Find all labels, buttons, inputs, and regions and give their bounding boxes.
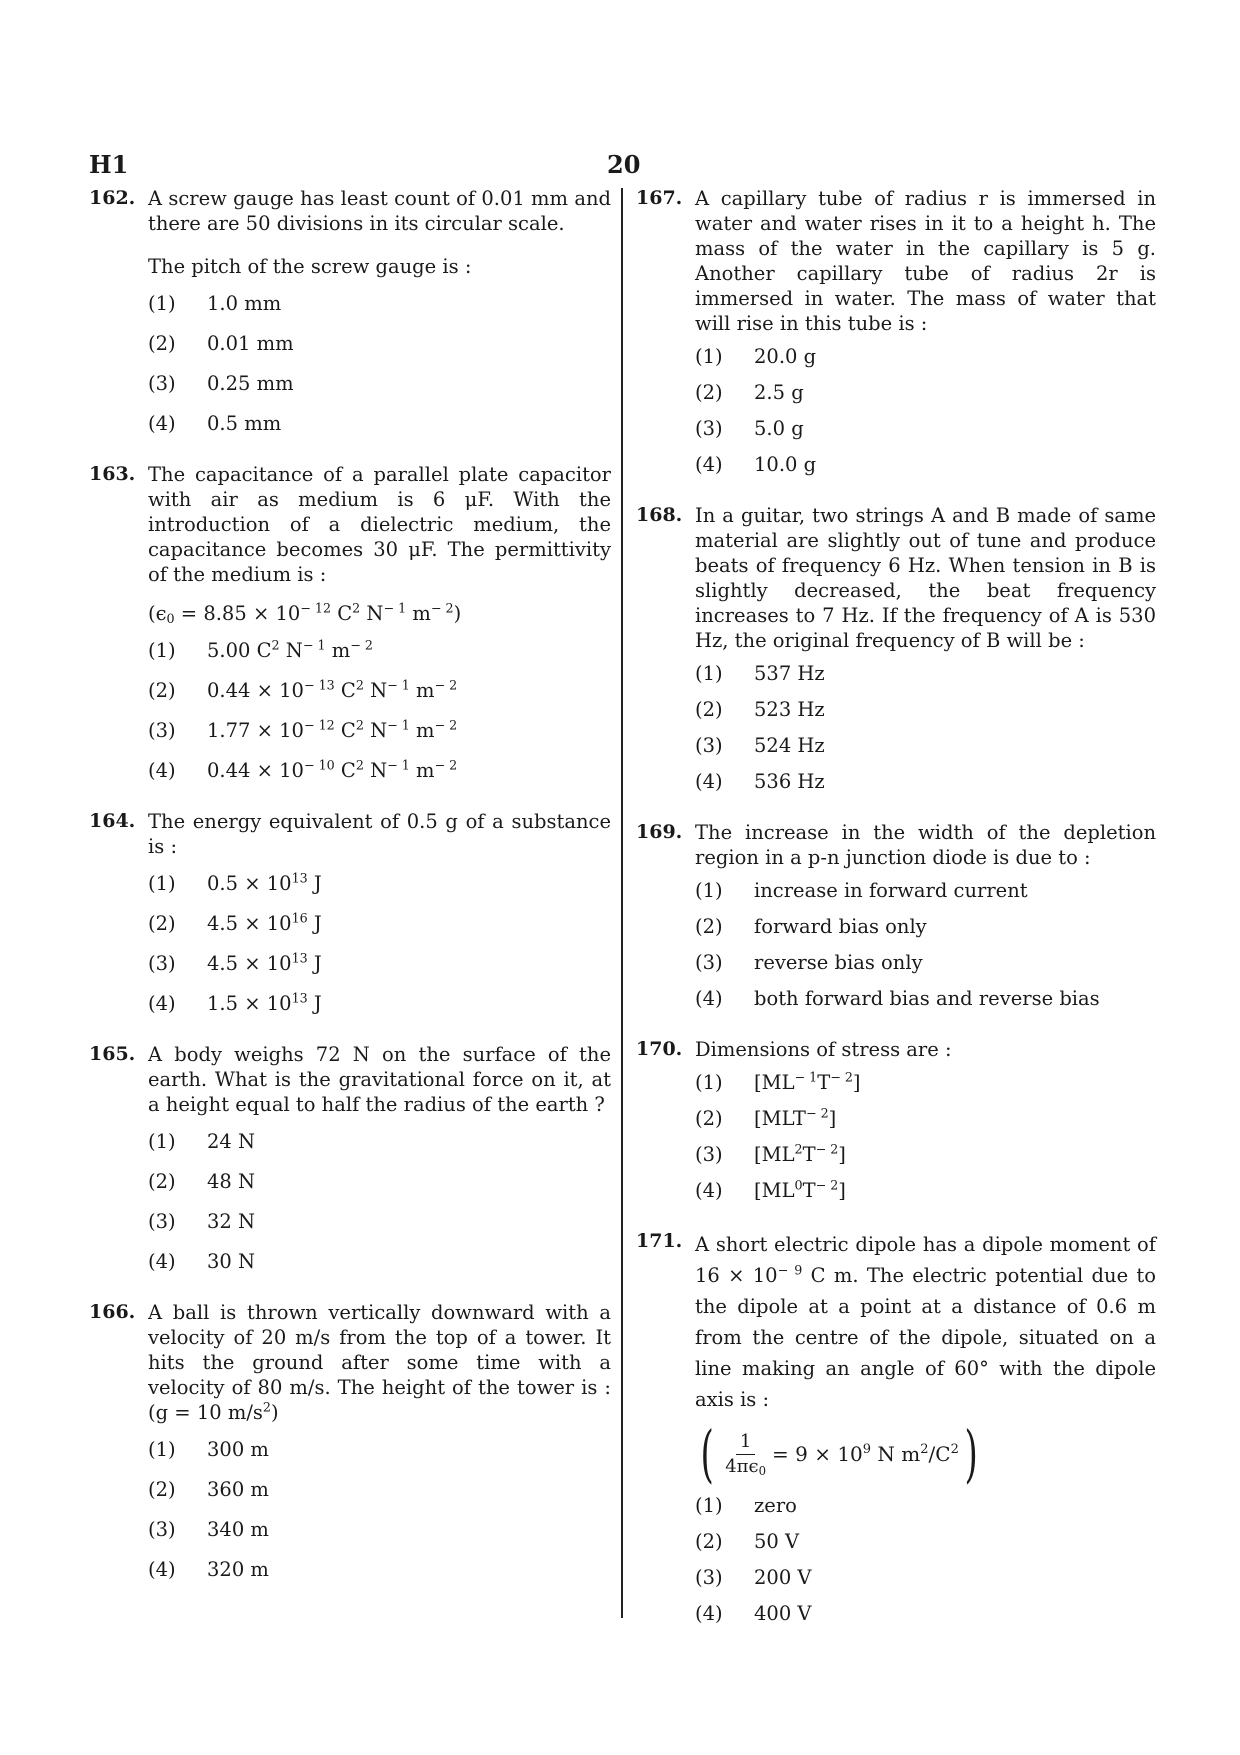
option-item	[148, 1209, 611, 1234]
option-text: $1.77 \times 10^{- 12}$ $C^2$ $N^{- 1}$ $m^{- 2}$	[207, 717, 458, 742]
option-text: $0.44 \times 10^{- 13}$ $C^2$ $N^{- 1}$ $m^{- 2}$	[207, 677, 458, 702]
question-body	[695, 503, 1156, 794]
question-number: 171.	[636, 1230, 683, 1252]
option-item	[148, 638, 611, 663]
option-item	[695, 1601, 1156, 1626]
question-169	[636, 820, 1156, 1011]
question-167	[636, 186, 1156, 477]
question-162	[89, 186, 611, 436]
option-number: (2)	[695, 915, 723, 938]
option-text: 5.00 $C^2$ $N^{- 1}$ $m^{- 2}$	[207, 637, 373, 662]
option-text: both forward bias and reverse bias	[754, 987, 1100, 1010]
option-text: $[ML^0T^{- 2}]$	[754, 1177, 846, 1202]
question-body	[695, 1037, 1156, 1203]
option-number: (2)	[148, 679, 176, 702]
paper-code: H1	[89, 150, 129, 179]
question-text: Dimensions of stress are :	[695, 1038, 952, 1061]
option-item	[695, 1529, 1156, 1554]
option-item	[695, 452, 1156, 477]
option-item	[695, 1493, 1156, 1518]
question-166	[89, 1300, 611, 1582]
option-text: 400 V	[754, 1602, 812, 1625]
option-text: 5.0 g	[754, 417, 804, 440]
option-item	[148, 411, 611, 436]
option-text: 536 Hz	[754, 770, 825, 793]
option-number: (3)	[695, 417, 723, 440]
option-item	[695, 878, 1156, 903]
question-text: In a guitar, two strings A and B made of same material are slightly out of tune and produce beats of frequency 6 Hz. When tension in B is slightly decreased, the beat frequency increases to 7 Hz. If the frequency of A is 530 Hz, the original frequency of B will be :	[695, 504, 1156, 652]
option-number: (4)	[148, 759, 176, 782]
question-text: A body weighs 72 N on the surface of the earth. What is the gravitational force on it, at a height equal to half the radius of the earth ?	[148, 1043, 611, 1116]
fraction-denominator: $4\pi\epsilon_0$	[725, 1455, 767, 1478]
option-text: $4.5 \times 10^{16}$ J	[207, 910, 322, 935]
left-paren: (	[700, 1417, 714, 1490]
option-item	[695, 986, 1156, 1011]
option-text: 320 m	[207, 1558, 269, 1581]
option-number: (1)	[695, 662, 723, 685]
option-text: 537 Hz	[754, 662, 825, 685]
option-item	[148, 1169, 611, 1194]
option-item	[148, 1129, 611, 1154]
option-text: 300 m	[207, 1438, 269, 1461]
option-text: 32 N	[207, 1210, 256, 1233]
option-item	[148, 1249, 611, 1274]
option-number: (4)	[695, 987, 723, 1010]
option-text: $0.44 \times 10^{- 10}$ $C^2$ $N^{- 1}$ $m^{- 2}$	[207, 757, 458, 782]
option-item	[148, 291, 611, 316]
option-item	[695, 733, 1156, 758]
option-number: (4)	[148, 1558, 176, 1581]
options-list	[695, 661, 1156, 794]
option-number: (3)	[148, 952, 176, 975]
question-body	[148, 1042, 611, 1274]
fraction	[725, 1430, 766, 1479]
option-number: (2)	[148, 1170, 176, 1193]
option-text: 2.5 g	[754, 381, 804, 404]
option-text: $4.5 \times 10^{13}$ J	[207, 950, 322, 975]
option-number: (3)	[695, 1566, 723, 1589]
question-constant-note: ($\epsilon_0 = 8.85 \times 10^{- 12}$ $C^2$ $N^{- 1}$ $m^{- 2}$)	[148, 600, 462, 627]
option-text: zero	[754, 1494, 797, 1517]
options-list	[148, 1437, 611, 1582]
option-item	[695, 1178, 1156, 1203]
option-text: 0.25 mm	[207, 372, 294, 395]
page-number: 20	[607, 150, 641, 179]
constant-formula	[695, 1417, 1156, 1490]
options-list	[148, 638, 611, 783]
question-text: The capacitance of a parallel plate capacitor with air as medium is 6 μF. With the introduction of a dielectric medium, the capacitance becomes 30 μF. The permittivity of the medium is :	[148, 463, 611, 586]
question-body	[695, 186, 1156, 477]
question-body	[148, 186, 611, 436]
option-text: $0.5 \times 10^{13}$ J	[207, 870, 322, 895]
option-item	[148, 1477, 611, 1502]
option-number: (2)	[695, 1107, 723, 1130]
options-list	[695, 878, 1156, 1011]
question-168	[636, 503, 1156, 794]
question-body	[695, 1229, 1156, 1626]
option-text: $[MLT^{- 2}]$	[754, 1105, 837, 1130]
option-item	[148, 951, 611, 976]
option-item	[148, 718, 611, 743]
option-number: (2)	[148, 912, 176, 935]
option-item	[148, 871, 611, 896]
question-number: 163.	[89, 463, 136, 485]
option-number: (3)	[695, 1143, 723, 1166]
option-number: (3)	[695, 951, 723, 974]
option-number: (3)	[148, 1518, 176, 1541]
option-text: 360 m	[207, 1478, 269, 1501]
options-list	[695, 344, 1156, 477]
question-text: The increase in the width of the depletion region in a p-n junction diode is due to :	[695, 821, 1156, 869]
option-item	[695, 661, 1156, 686]
right-paren: )	[964, 1417, 978, 1490]
option-number: (4)	[695, 770, 723, 793]
option-number: (1)	[148, 872, 176, 895]
option-item	[695, 1142, 1156, 1167]
question-text: A capillary tube of radius r is immersed in water and water rises in it to a height h. The mass of the water in the capillary is 5 g. Another capillary tube of radius 2r is immersed in water. The mass of water that will rise in this tube is :	[695, 187, 1156, 335]
option-text: $1.5 \times 10^{13}$ J	[207, 990, 322, 1015]
option-item	[148, 911, 611, 936]
option-number: (4)	[695, 453, 723, 476]
option-item	[695, 769, 1156, 794]
option-number: (4)	[148, 1250, 176, 1273]
options-list	[695, 1493, 1156, 1626]
option-item	[695, 1106, 1156, 1131]
question-number: 170.	[636, 1038, 683, 1060]
option-text: $[ML^{- 1}T^{- 2}]$	[754, 1069, 861, 1094]
question-text: The energy equivalent of 0.5 g of a substance is :	[148, 810, 611, 858]
option-text: 50 V	[754, 1530, 800, 1553]
question-subtext: The pitch of the screw gauge is :	[148, 255, 472, 278]
option-number: (1)	[695, 1494, 723, 1517]
option-number: (3)	[695, 734, 723, 757]
option-text: 1.0 mm	[207, 292, 282, 315]
option-item	[148, 1517, 611, 1542]
option-text: 524 Hz	[754, 734, 825, 757]
option-text: $[ML^2T^{- 2}]$	[754, 1141, 846, 1166]
option-number: (3)	[148, 372, 176, 395]
option-number: (2)	[695, 381, 723, 404]
option-item	[695, 950, 1156, 975]
question-number: 168.	[636, 504, 683, 526]
column-divider	[621, 188, 623, 1618]
option-number: (1)	[695, 1071, 723, 1094]
option-text: 340 m	[207, 1518, 269, 1541]
question-body	[148, 462, 611, 783]
question-text: A screw gauge has least count of 0.01 mm and there are 50 divisions in its circular scale.	[148, 187, 611, 235]
option-item	[148, 678, 611, 703]
option-item	[695, 344, 1156, 369]
question-text: A short electric dipole has a dipole moment of $16 \times 10^{- 9}$ C m. The electric potential due to the dipole at a point at a distance of 0.6 m from the centre of the dipole, situated on a line making an angle of 60° with the dipole axis is :	[695, 1233, 1156, 1411]
option-text: 30 N	[207, 1250, 256, 1273]
option-number: (1)	[695, 345, 723, 368]
question-number: 162.	[89, 187, 136, 209]
option-number: (2)	[695, 1530, 723, 1553]
question-number: 165.	[89, 1043, 136, 1065]
option-number: (2)	[148, 1478, 176, 1501]
option-item	[695, 380, 1156, 405]
option-item	[148, 1557, 611, 1582]
option-number: (3)	[148, 719, 176, 742]
question-170	[636, 1037, 1156, 1203]
option-number: (3)	[148, 1210, 176, 1233]
option-text: 48 N	[207, 1170, 256, 1193]
option-number: (4)	[148, 992, 176, 1015]
right-column	[636, 186, 1156, 1652]
options-list	[148, 1129, 611, 1274]
option-number: (2)	[695, 698, 723, 721]
question-body	[148, 1300, 611, 1582]
option-text: 20.0 g	[754, 345, 817, 368]
option-item	[695, 416, 1156, 441]
option-number: (1)	[148, 1130, 176, 1153]
option-item	[695, 697, 1156, 722]
option-item	[148, 758, 611, 783]
option-number: (4)	[695, 1179, 723, 1202]
option-text: 0.01 mm	[207, 332, 294, 355]
option-number: (2)	[148, 332, 176, 355]
question-text: A ball is thrown vertically downward with a velocity of 20 m/s from the top of a tower. It hits the ground after some time with a velocity of 80 m/s. The height of the tower is : (g = 10 $m/s^2$)	[148, 1301, 611, 1424]
left-column	[89, 186, 611, 1608]
question-165	[89, 1042, 611, 1274]
option-number: (1)	[148, 1438, 176, 1461]
question-163	[89, 462, 611, 783]
question-body	[148, 809, 611, 1016]
question-number: 167.	[636, 187, 683, 209]
options-list	[148, 291, 611, 436]
option-text: reverse bias only	[754, 951, 923, 974]
option-text: 0.5 mm	[207, 412, 282, 435]
option-number: (1)	[148, 292, 176, 315]
option-item	[148, 991, 611, 1016]
option-item	[695, 914, 1156, 939]
question-number: 164.	[89, 810, 136, 832]
option-item	[148, 1437, 611, 1462]
option-text: 523 Hz	[754, 698, 825, 721]
option-text: 10.0 g	[754, 453, 817, 476]
options-list	[148, 871, 611, 1016]
option-text: 200 V	[754, 1566, 812, 1589]
formula-rhs: = $9 \times 10^9$ N $m^2/C^2$	[772, 1441, 959, 1466]
question-171	[636, 1229, 1156, 1626]
question-number: 166.	[89, 1301, 136, 1323]
option-text: increase in forward current	[754, 879, 1028, 902]
option-text: 24 N	[207, 1130, 256, 1153]
option-item	[148, 331, 611, 356]
option-item	[695, 1070, 1156, 1095]
option-item	[148, 371, 611, 396]
fraction-numerator: 1	[736, 1430, 755, 1455]
option-number: (4)	[695, 1602, 723, 1625]
option-item	[695, 1565, 1156, 1590]
question-164	[89, 809, 611, 1016]
option-number: (4)	[148, 412, 176, 435]
options-list	[695, 1070, 1156, 1203]
option-text: forward bias only	[754, 915, 927, 938]
option-number: (1)	[148, 639, 176, 662]
option-number: (1)	[695, 879, 723, 902]
question-number: 169.	[636, 821, 683, 843]
question-body	[695, 820, 1156, 1011]
